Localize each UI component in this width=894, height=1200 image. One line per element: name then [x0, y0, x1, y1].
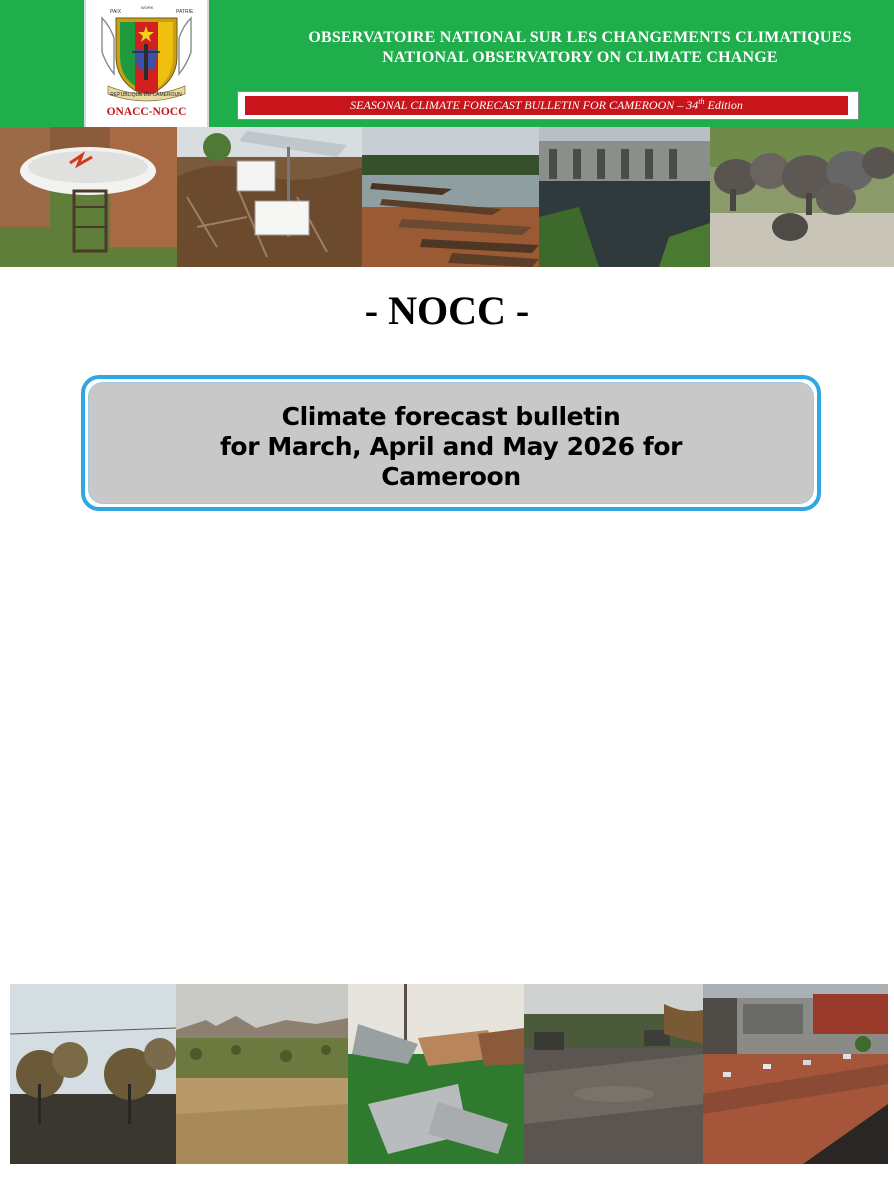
- bottom-photo-strip: [10, 984, 888, 1164]
- logo-caption: ONACC-NOCC: [106, 106, 187, 118]
- weather-station-photo: [177, 127, 362, 267]
- canoes-lake-photo: [362, 127, 539, 267]
- dam-spillway-photo: [539, 127, 710, 267]
- top-photo-strip: [0, 127, 894, 267]
- bulletin-title: [89, 402, 813, 492]
- nocc-title: - NOCC -: [364, 288, 530, 333]
- bulletin-title-box-inner: [88, 382, 814, 504]
- coat-of-arms-icon: [94, 4, 199, 104]
- edition-banner-text: SEASONAL CLIMATE FORECAST BULLETIN FOR CAMEROON – 34th Edition: [245, 96, 848, 115]
- bulletin-title-box: [81, 375, 821, 511]
- svg-text:REPUBLIQUE DU CAMEROUN: REPUBLIQUE DU CAMEROUN: [110, 92, 182, 98]
- bulletin-title-line2: for March, April and May 2026 for: [219, 432, 683, 461]
- dry-plain-photo: [176, 984, 348, 1164]
- svg-text:PATRIE: PATRIE: [176, 9, 194, 15]
- header-bar: [0, 0, 894, 127]
- flooded-city-photo: [703, 984, 888, 1164]
- org-name-english: NATIONAL OBSERVATORY ON CLIMATE CHANGE: [382, 49, 778, 66]
- svg-text:WORK: WORK: [141, 5, 154, 10]
- satellite-dish-photo: [0, 127, 177, 267]
- svg-text:PAIX: PAIX: [110, 9, 122, 15]
- storm-damaged-roofs-photo: [348, 984, 524, 1164]
- org-name-french: OBSERVATOIRE NATIONAL SUR LES CHANGEMENTS CLIMATIQUES: [308, 29, 852, 46]
- flooded-road-photo: [524, 984, 703, 1164]
- bulletin-title-line3: Cameroon: [381, 462, 521, 491]
- logo-box: [84, 0, 209, 127]
- edition-banner: [237, 91, 859, 120]
- burnt-savanna-photo: [10, 984, 176, 1164]
- elephants-river-photo: [710, 127, 894, 267]
- bulletin-title-line1: Climate forecast bulletin: [281, 402, 621, 431]
